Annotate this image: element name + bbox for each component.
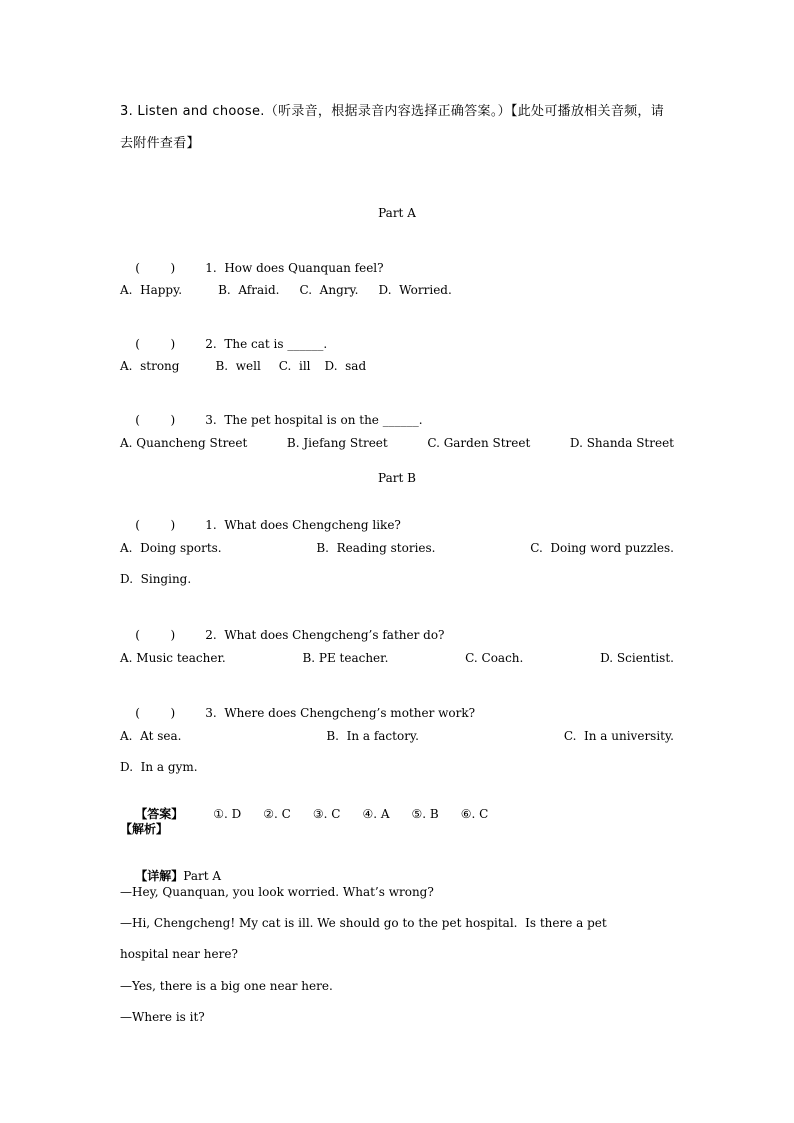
option-c: C. In a university. xyxy=(563,729,674,743)
option-c: C. ill xyxy=(278,359,311,373)
option-b: B. Jiefang Street xyxy=(286,436,388,450)
answer-2: ②. C xyxy=(263,807,291,821)
answer-label: 【答案】 xyxy=(135,807,184,821)
option-b: B. PE teacher. xyxy=(302,651,389,665)
answer-blank: ( ) xyxy=(135,628,176,642)
transcript-line-2: —Hi, Chengcheng! My cat is ill. We should go to the pet hospital. Is there a pet xyxy=(120,916,607,930)
transcript-line-5: —Where is it? xyxy=(120,1010,205,1024)
answer-4: ④. A xyxy=(362,807,390,821)
option-c: C. Coach. xyxy=(465,651,524,665)
part-a-title: Part A xyxy=(378,206,416,220)
detail-label: 【详解】 xyxy=(135,869,184,883)
transcript-line-4: —Yes, there is a big one near here. xyxy=(120,979,333,993)
answer-key xyxy=(120,790,510,838)
answer-blank: ( ) xyxy=(135,518,176,532)
option-c: C. Garden Street xyxy=(427,436,531,450)
option-a: A. At sea. xyxy=(120,729,182,743)
option-c: C. Angry. xyxy=(299,283,359,297)
transcript-line-1: —Hey, Quanquan, you look worried. What’s wrong? xyxy=(120,885,434,899)
answer-blank: ( ) xyxy=(135,261,176,275)
option-b: B. well xyxy=(215,359,261,373)
option-b: B. Reading stories. xyxy=(316,541,436,555)
part-a-question-3-options xyxy=(120,435,674,451)
question-intro-line-1: 3. Listen and choose.（听录音，根据录音内容选择正确答案。）【此处可播放相关音频，请 xyxy=(120,104,665,119)
question-text: 2. The cat is ______. xyxy=(205,337,328,351)
option-d: D. sad xyxy=(324,359,367,373)
question-text: 3. Where does Chengcheng’s mother work? xyxy=(205,706,476,720)
analysis-label: 【解析】 xyxy=(120,822,169,836)
option-b: B. Afraid. xyxy=(218,283,280,297)
transcript-line-3: hospital near here? xyxy=(120,947,238,961)
question-text: 3. The pet hospital is on the ______. xyxy=(205,413,423,427)
option-d: D. Scientist. xyxy=(600,651,674,665)
answer-blank: ( ) xyxy=(135,706,176,720)
option-a: A. Happy. xyxy=(120,283,183,297)
answer-blank: ( ) xyxy=(135,337,176,351)
part-a-question-1-options xyxy=(120,282,674,298)
option-b: B. In a factory. xyxy=(326,729,419,743)
option-d: D. Shanda Street xyxy=(569,436,674,450)
part-b-question-1-option-d: D. Singing. xyxy=(120,572,192,586)
answer-3: ③. C xyxy=(312,807,341,821)
option-a: A. Quancheng Street xyxy=(120,436,248,450)
part-b-title: Part B xyxy=(378,471,416,485)
option-d: D. Worried. xyxy=(378,283,452,297)
question-text: 1. How does Quanquan feel? xyxy=(205,261,384,275)
part-b-question-3-option-d: D. In a gym. xyxy=(120,760,198,774)
answer-blank: ( ) xyxy=(135,413,176,427)
part-b-question-2-options xyxy=(120,650,674,666)
answer-5: ⑤. B xyxy=(411,807,439,821)
question-text: 1. What does Chengcheng like? xyxy=(205,518,401,532)
detail-part: Part A xyxy=(183,869,222,883)
question-text: 2. What does Chengcheng’s father do? xyxy=(205,628,445,642)
option-a: A. Music teacher. xyxy=(120,651,226,665)
option-a: A. strong xyxy=(120,359,180,373)
part-b-question-1-options xyxy=(120,540,674,556)
part-a-question-2-options xyxy=(120,358,674,374)
part-b-question-3-options xyxy=(120,728,674,744)
option-a: A. Doing sports. xyxy=(120,541,222,555)
answer-6: ⑥. C xyxy=(460,807,489,821)
answer-1: ①. D xyxy=(213,807,242,821)
question-intro-line-2: 去附件查看】 xyxy=(120,136,200,151)
option-c: C. Doing word puzzles. xyxy=(530,541,674,555)
